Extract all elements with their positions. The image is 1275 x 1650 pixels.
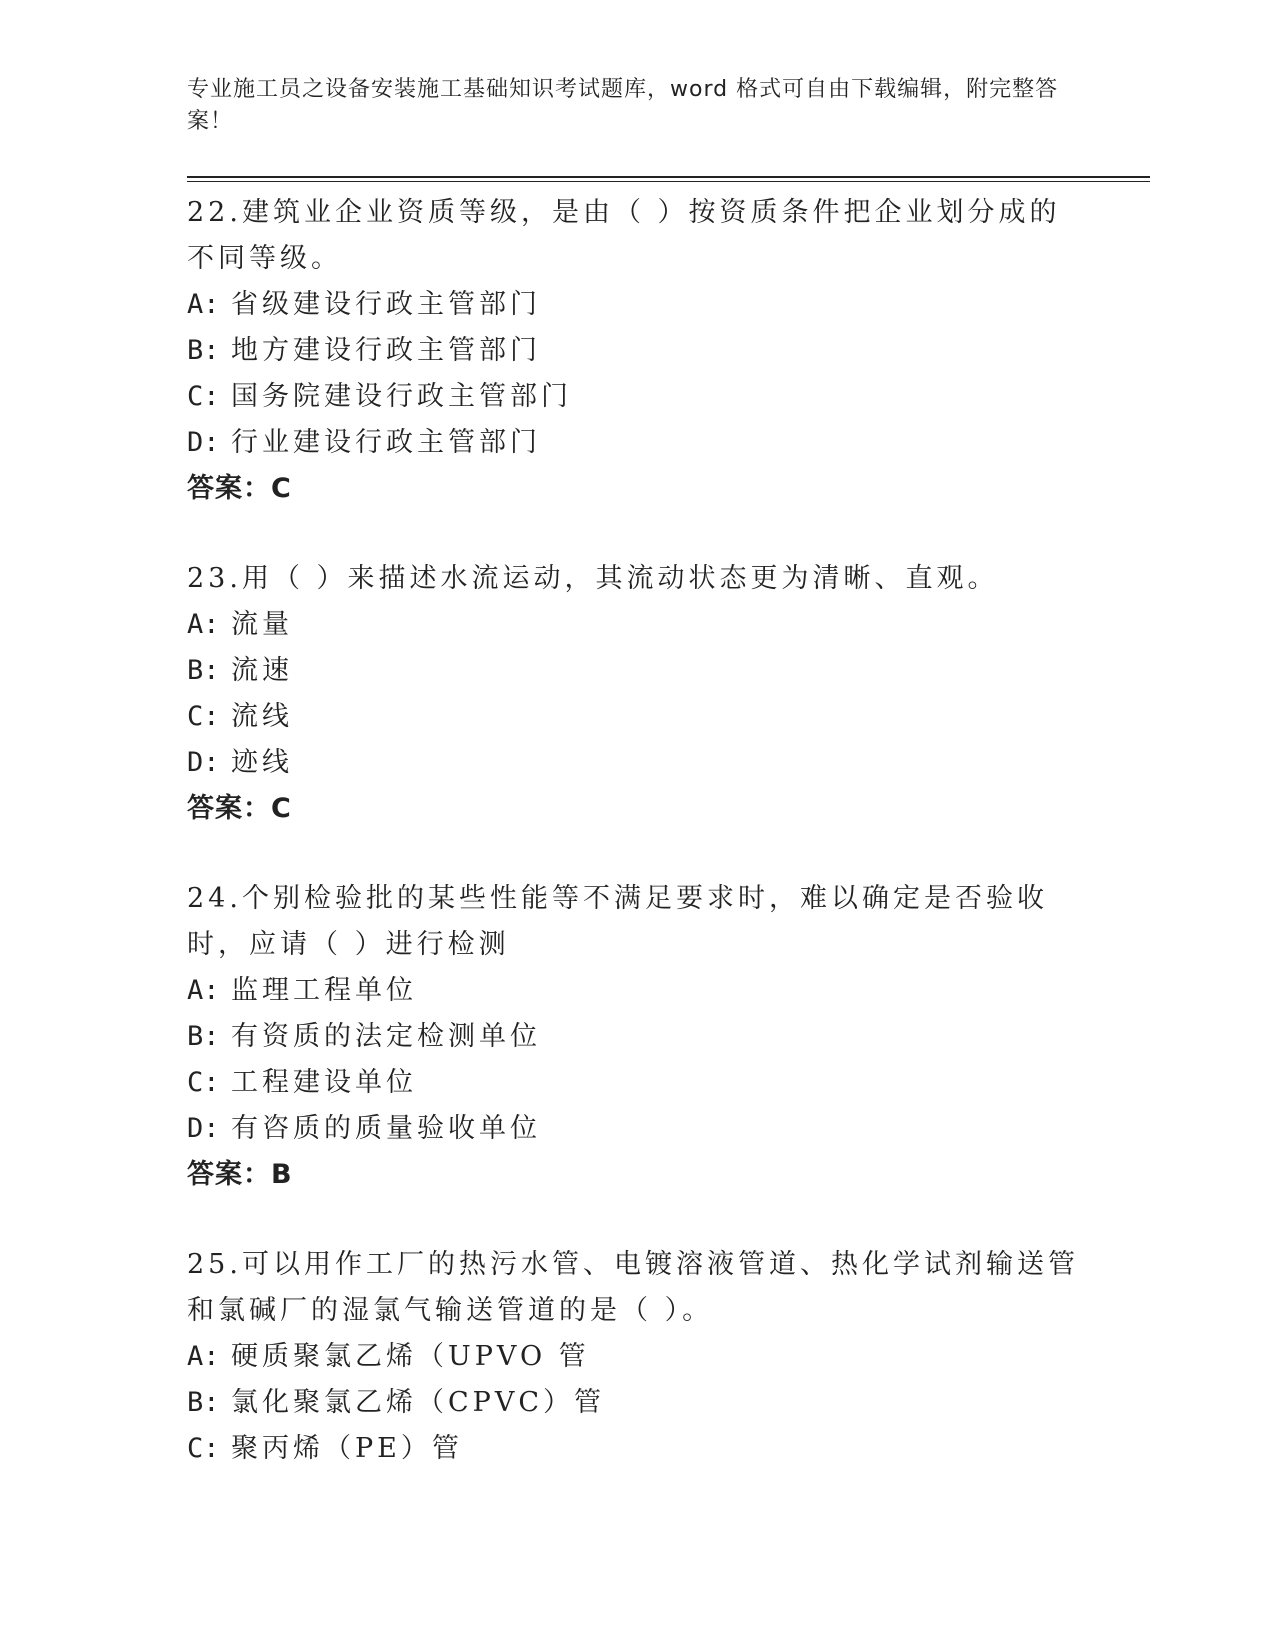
question-23: [187, 556, 1087, 832]
option-text: 地方建设行政主管部门: [231, 335, 541, 366]
option-b: [187, 328, 1087, 374]
option-c: [187, 374, 1087, 420]
question-text: 23.用（ ）来描述水流运动，其流动状态更为清晰、直观。: [187, 563, 999, 594]
option-text: 工程建设单位: [231, 1067, 417, 1098]
option-c: [187, 1060, 1087, 1106]
question-24: [187, 876, 1087, 1198]
option-text: 行业建设行政主管部门: [231, 427, 541, 458]
option-letter: B:: [187, 1387, 220, 1418]
option-d: [187, 740, 1087, 786]
option-letter: C:: [187, 701, 220, 732]
question-text: 25.可以用作工厂的热污水管、电镀溶液管道、热化学试剂输送管和氯碱厂的湿氯气输送管道的是（ ）。: [187, 1249, 1079, 1326]
option-letter: A:: [187, 975, 220, 1006]
option-letter: A:: [187, 1341, 220, 1372]
option-text: 流线: [231, 701, 293, 732]
document-header: 专业施工员之设备安装施工基础知识考试题库，word 格式可自由下载编辑，附完整答案！: [187, 77, 1059, 134]
option-b: [187, 648, 1087, 694]
option-text: 有咨质的质量验收单位: [231, 1113, 541, 1144]
option-d: [187, 1106, 1087, 1152]
option-letter: A:: [187, 609, 220, 640]
option-a: [187, 968, 1087, 1014]
option-letter: B:: [187, 335, 220, 366]
option-text: 流速: [231, 655, 293, 686]
option-text: 监理工程单位: [231, 975, 417, 1006]
question-22: [187, 190, 1087, 512]
option-d: [187, 420, 1087, 466]
answer-line: 答案：C: [187, 793, 292, 824]
option-text: 硬质聚氯乙烯（UPVO 管: [231, 1341, 590, 1372]
option-letter: C:: [187, 1433, 220, 1464]
answer-line: 答案：C: [187, 473, 292, 504]
option-letter: D:: [187, 747, 220, 778]
option-letter: B:: [187, 1021, 220, 1052]
option-b: [187, 1380, 1087, 1426]
option-text: 氯化聚氯乙烯（CPVC）管: [231, 1387, 605, 1418]
question-25: [187, 1242, 1087, 1472]
option-letter: C:: [187, 381, 220, 412]
option-text: 有资质的法定检测单位: [231, 1021, 541, 1052]
question-text: 22.建筑业企业资质等级，是由（ ）按资质条件把企业划分成的不同等级。: [187, 197, 1061, 274]
option-text: 省级建设行政主管部门: [231, 289, 541, 320]
option-letter: D:: [187, 427, 220, 458]
option-a: [187, 282, 1087, 328]
option-text: 国务院建设行政主管部门: [231, 381, 572, 412]
answer-line: 答案：B: [187, 1159, 293, 1190]
question-list: [187, 190, 1087, 1516]
option-text: 流量: [231, 609, 293, 640]
option-letter: C:: [187, 1067, 220, 1098]
option-a: [187, 602, 1087, 648]
option-text: 聚丙烯（PE）管: [231, 1433, 463, 1464]
option-a: [187, 1334, 1087, 1380]
option-letter: A:: [187, 289, 220, 320]
option-text: 迹线: [231, 747, 293, 778]
header-divider-thin: [187, 181, 1150, 182]
option-letter: D:: [187, 1113, 220, 1144]
option-b: [187, 1014, 1087, 1060]
option-c: [187, 694, 1087, 740]
question-text: 24.个别检验批的某些性能等不满足要求时，难以确定是否验收时，应请（ ）进行检测: [187, 883, 1048, 960]
option-letter: B:: [187, 655, 220, 686]
header-divider-thick: [187, 176, 1150, 178]
option-c: [187, 1426, 1087, 1472]
